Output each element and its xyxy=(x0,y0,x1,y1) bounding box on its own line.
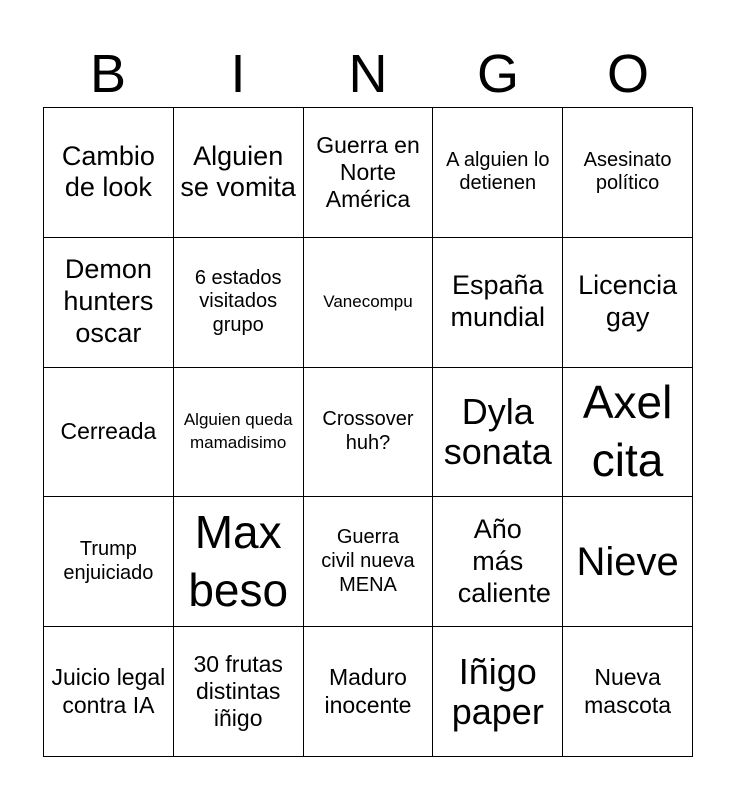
bingo-cell-b5[interactable] xyxy=(44,627,174,757)
cell-label: 30 frutas distintas iñigo xyxy=(193,650,283,732)
bingo-cell-i1[interactable] xyxy=(174,108,304,238)
cell-label: Guerra civil nueva MENA xyxy=(321,526,415,596)
bingo-cell-n3[interactable] xyxy=(304,368,434,498)
cell-label: Iñigo paper xyxy=(451,651,544,732)
bingo-cell-g1[interactable] xyxy=(433,108,563,238)
bingo-cell-i5[interactable] xyxy=(174,627,304,757)
cell-label: Dyla sonata xyxy=(443,391,552,472)
cell-label: Demon hunters oscar xyxy=(63,254,154,349)
bingo-cell-n4[interactable] xyxy=(304,497,434,627)
cell-label: Juicio legal contra IA xyxy=(51,664,166,718)
bingo-cell-n5[interactable] xyxy=(304,627,434,757)
cell-label: Guerra en Norte América xyxy=(316,131,420,212)
bingo-board xyxy=(43,107,693,757)
header-letter-b: B xyxy=(89,44,127,104)
bingo-cell-g5[interactable] xyxy=(433,627,563,757)
cell-label: Cambio de look xyxy=(61,140,155,203)
cell-label: Cerreada xyxy=(60,418,157,445)
header-letter-o: O xyxy=(606,44,649,104)
bingo-cell-o5[interactable] xyxy=(563,627,693,757)
bingo-cell-b3[interactable] xyxy=(44,368,174,498)
cell-label: 6 estados visitados grupo xyxy=(194,266,282,336)
cell-label: Nueva mascota xyxy=(584,664,672,718)
bingo-cell-b4[interactable] xyxy=(44,497,174,627)
cell-label: España mundial xyxy=(450,270,546,333)
bingo-cell-g4[interactable] xyxy=(433,497,563,627)
bingo-cell-o4[interactable] xyxy=(563,497,693,627)
bingo-cell-i3[interactable] xyxy=(174,368,304,498)
bingo-cell-n1[interactable] xyxy=(304,108,434,238)
cell-label: Licencia gay xyxy=(578,270,678,333)
cell-label: Alguien se vomita xyxy=(180,140,296,203)
cell-label: Vanecompu xyxy=(323,292,413,312)
bingo-cell-o2[interactable] xyxy=(563,238,693,368)
cell-label: Trump enjuiciado xyxy=(63,538,154,584)
bingo-cell-g3[interactable] xyxy=(433,368,563,498)
cell-label: Asesinato político xyxy=(583,148,672,195)
header-letter-n: N xyxy=(348,44,388,104)
cell-label: Max beso xyxy=(188,506,289,616)
cell-label: Maduro inocente xyxy=(324,664,412,718)
bingo-cell-o1[interactable] xyxy=(563,108,693,238)
bingo-cell-b2[interactable] xyxy=(44,238,174,368)
cell-label: Axel cita xyxy=(582,376,673,486)
bingo-cell-i4[interactable] xyxy=(174,497,304,627)
bingo-header xyxy=(43,40,693,108)
bingo-cell-g2[interactable] xyxy=(433,238,563,368)
bingo-cell-n2[interactable] xyxy=(304,238,434,368)
cell-label: Alguien queda mamadisimo xyxy=(183,410,293,452)
bingo-cell-o3[interactable] xyxy=(563,368,693,498)
bingo-cell-i2[interactable] xyxy=(174,238,304,368)
cell-label: Nieve xyxy=(576,539,679,584)
cell-label: Crossover huh? xyxy=(322,408,414,454)
header-letter-g: G xyxy=(476,44,519,104)
cell-label: A alguien lo detienen xyxy=(446,148,550,195)
cell-label: Año más caliente xyxy=(457,514,551,608)
header-letter-i: I xyxy=(230,44,246,104)
bingo-cell-b1[interactable] xyxy=(44,108,174,238)
